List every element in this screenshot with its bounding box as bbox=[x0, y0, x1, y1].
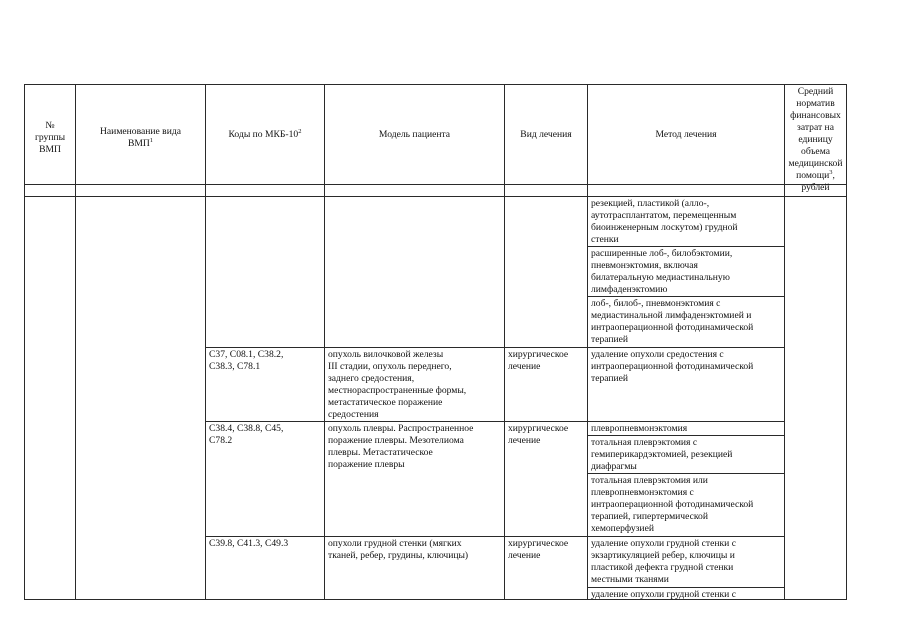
header-patient-model: Модель пациента bbox=[378, 129, 451, 140]
table-frame bbox=[24, 84, 847, 600]
footnote-ref: 1 bbox=[149, 136, 154, 144]
footnote-ref: 2 bbox=[298, 127, 302, 135]
patient-model-cell: опухоль вилочковой железы III стадии, опухоль переднего, заднего средостения, местнораспространенные формы, метастатическое поражение средостения bbox=[328, 349, 467, 420]
method-cell: тотальная плеврэктомия или плевропневмонэктомия с интраоперационной фотодинамической терапией, гипертермической хемоперфузией bbox=[591, 475, 754, 534]
method-cell: плевропневмонэктомия bbox=[591, 423, 688, 434]
header-icd-codes bbox=[206, 129, 324, 141]
col-line bbox=[504, 84, 505, 600]
row-line bbox=[24, 184, 847, 185]
treatment-type-cell: хирургическое лечение bbox=[508, 423, 569, 446]
col-line bbox=[324, 84, 325, 600]
header-treatment-method: Метод лечения bbox=[655, 129, 717, 140]
col-line bbox=[205, 84, 206, 600]
header-vmp-name bbox=[76, 126, 205, 150]
method-cell: расширенные лоб-, билобэктомии, пневмонэктомия, включая билатеральную медиастинальную лимфаденэктомию bbox=[591, 248, 733, 295]
header-vmp-name-text: Наименование вида ВМП bbox=[100, 126, 181, 149]
header-icd-codes-text: Коды по МКБ-10 bbox=[228, 129, 299, 140]
patient-model-cell: опухоли грудной стенки (мягких тканей, ребер, грудины, ключицы) bbox=[328, 538, 469, 561]
method-cell: удаление опухоли средостения с интраоперационной фотодинамической терапией bbox=[591, 349, 754, 384]
method-line bbox=[587, 296, 784, 297]
row-line bbox=[205, 421, 784, 422]
treatment-type-cell: хирургическое лечение bbox=[508, 538, 569, 561]
method-line bbox=[587, 587, 784, 588]
method-cell: резекцией, пластикой (алло-, аутотрасплантатом, перемещенным биоинженерным лоскутом) грудной стенки bbox=[591, 198, 738, 245]
header-avg-cost-text: Средний норматив финансовых затрат на единицу объема медицинской помощи bbox=[788, 86, 843, 181]
row-line bbox=[24, 196, 847, 197]
treatment-type-cell: хирургическое лечение bbox=[508, 349, 569, 372]
header-treatment-type: Вид лечения bbox=[520, 129, 572, 140]
row-line bbox=[24, 84, 847, 85]
col-line bbox=[24, 84, 25, 600]
method-cell: лоб-, билоб-, пневмонэктомия с медиастинальной лимфаденэктомией и интраоперационной фотодинамической терапией bbox=[591, 298, 754, 345]
method-line bbox=[587, 473, 784, 474]
col-line bbox=[587, 84, 588, 600]
method-line bbox=[587, 435, 784, 436]
col-line bbox=[846, 84, 847, 600]
footnote-ref: 3 bbox=[829, 168, 833, 176]
icd-codes-cell: C38.4, C38.8, C45, C78.2 bbox=[209, 423, 284, 446]
method-cell: удаление опухоли грудной стенки с экзартикуляцией ребер, ключицы и пластикой дефекта грудной стенки местными тканями bbox=[591, 538, 736, 585]
row-line bbox=[205, 347, 784, 348]
icd-codes-cell: C37, C08.1, C38.2, C38.3, C78.1 bbox=[209, 349, 284, 372]
method-cell: удаление опухоли грудной стенки с bbox=[591, 589, 736, 600]
icd-codes-cell: C39.8, C41.3, C49.3 bbox=[209, 538, 289, 549]
row-line bbox=[205, 536, 784, 537]
patient-model-cell: опухоль плевры. Распространенное поражение плевры. Мезотелиома плевры. Метастатическое поражение плевры bbox=[328, 423, 474, 470]
col-line bbox=[75, 84, 76, 600]
header-avg-cost bbox=[785, 86, 846, 194]
method-cell: тотальная плеврэктомия с гемиперикардэктомией, резекцией диафрагмы bbox=[591, 437, 733, 472]
method-line bbox=[587, 246, 784, 247]
header-group-number: № группы ВМП bbox=[34, 120, 66, 155]
header-avg-cost-tail: , рублей bbox=[801, 170, 835, 193]
